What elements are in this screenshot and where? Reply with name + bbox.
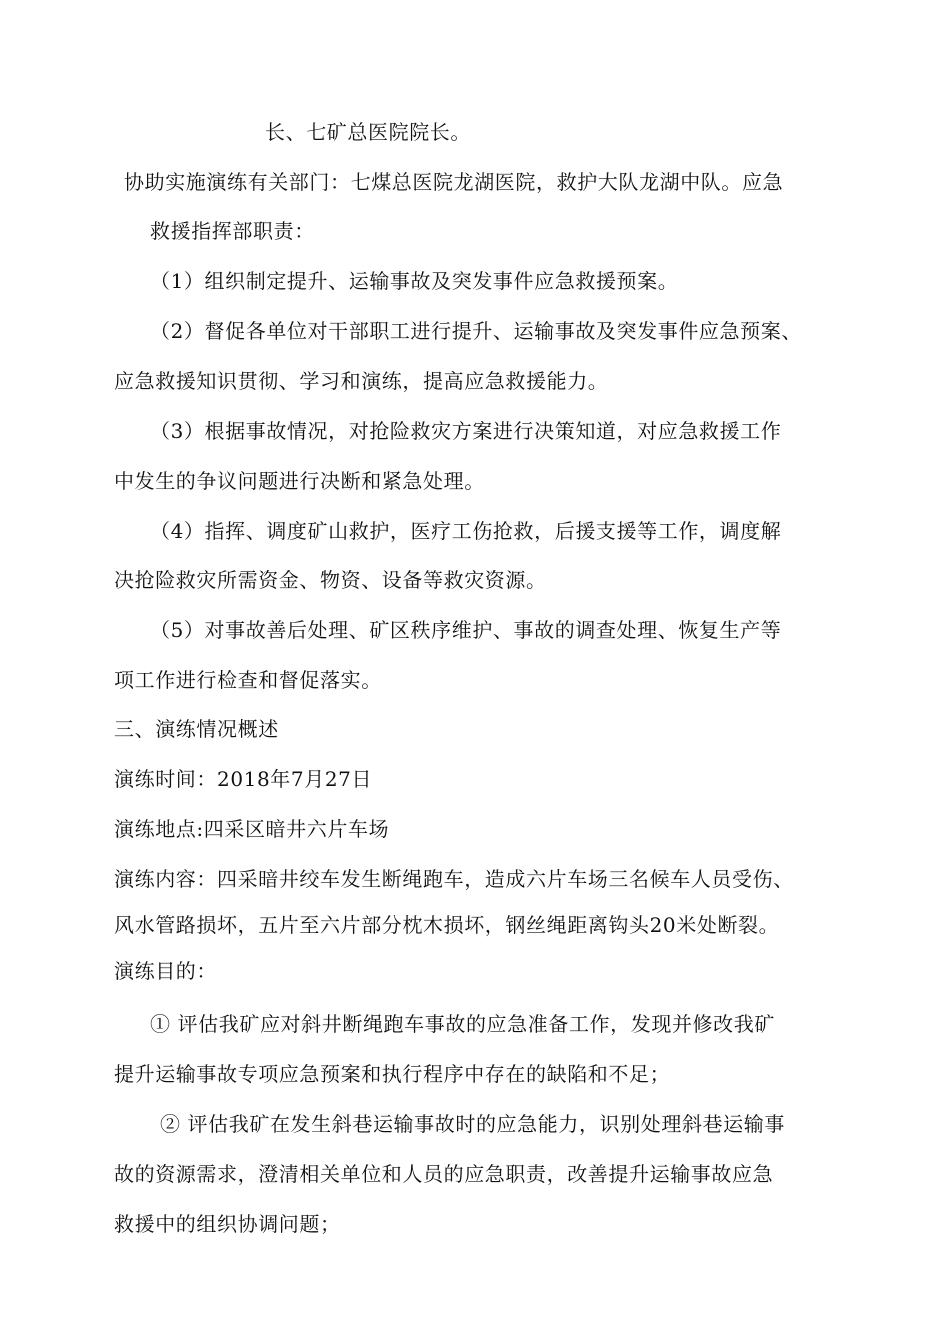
text-line-17: 风水管路损坏，五片至六片部分枕木损坏，钢丝绳距离钩头20米处断裂。 xyxy=(114,913,780,937)
text-line-18: 演练目的： xyxy=(114,959,217,983)
text-line-16: 演练内容：四采暗井绞车发生断绳跑车，造成六片车场三名候车人员受伤、 xyxy=(114,867,794,891)
text-line-11: （5）对事故善后处理、矿区秩序维护、事故的调查处理、恢复生产等 xyxy=(150,618,782,642)
text-line-5: （2）督促各单位对干部职工进行提升、运输事故及突发事件应急预案、 xyxy=(150,319,802,343)
text-line-8: 中发生的争议问题进行决断和紧急处理。 xyxy=(114,469,485,493)
section-heading: 三、演练情况概述 xyxy=(114,717,279,741)
text-line-2: 协助实施演练有关部门：七煤总医院龙湖医院，救护大队龙湖中队。应急 xyxy=(124,170,784,194)
text-line-19: ① 评估我矿应对斜井断绳跑车事故的应急准备工作，发现并修改我矿 xyxy=(150,1012,775,1036)
text-line-3: 救援指挥部职责： xyxy=(150,219,315,243)
text-line-15: 演练地点:四采区暗井六片车场 xyxy=(114,817,390,841)
text-line-21: ② 评估我矿在发生斜巷运输事故时的应急能力，识别处理斜巷运输事 xyxy=(160,1112,785,1136)
text-line-12: 项工作进行检查和督促落实。 xyxy=(114,668,382,692)
text-line-22: 故的资源需求，澄清相关单位和人员的应急职责，改善提升运输事故应急 xyxy=(114,1162,774,1186)
text-line-20: 提升运输事故专项应急预案和执行程序中存在的缺陷和不足； xyxy=(114,1062,671,1086)
text-line-23: 救援中的组织协调问题； xyxy=(114,1212,341,1236)
text-line-9: （4）指挥、调度矿山救护，医疗工伤抢救，后援支援等工作，调度解 xyxy=(150,519,782,543)
text-line-6: 应急救援知识贯彻、学习和演练，提高应急救援能力。 xyxy=(114,369,609,393)
text-line-1: 长、七矿总医院院长。 xyxy=(265,120,471,144)
text-line-10: 决抢险救灾所需资金、物资、设备等救灾资源。 xyxy=(114,568,547,592)
text-line-7: （3）根据事故情况，对抢险救灾方案进行决策知道，对应急救援工作 xyxy=(150,419,782,443)
text-line-4: （1）组织制定提升、运输事故及突发事件应急救援预案。 xyxy=(150,269,679,293)
text-line-14: 演练时间：2018年7月27日 xyxy=(114,767,373,791)
